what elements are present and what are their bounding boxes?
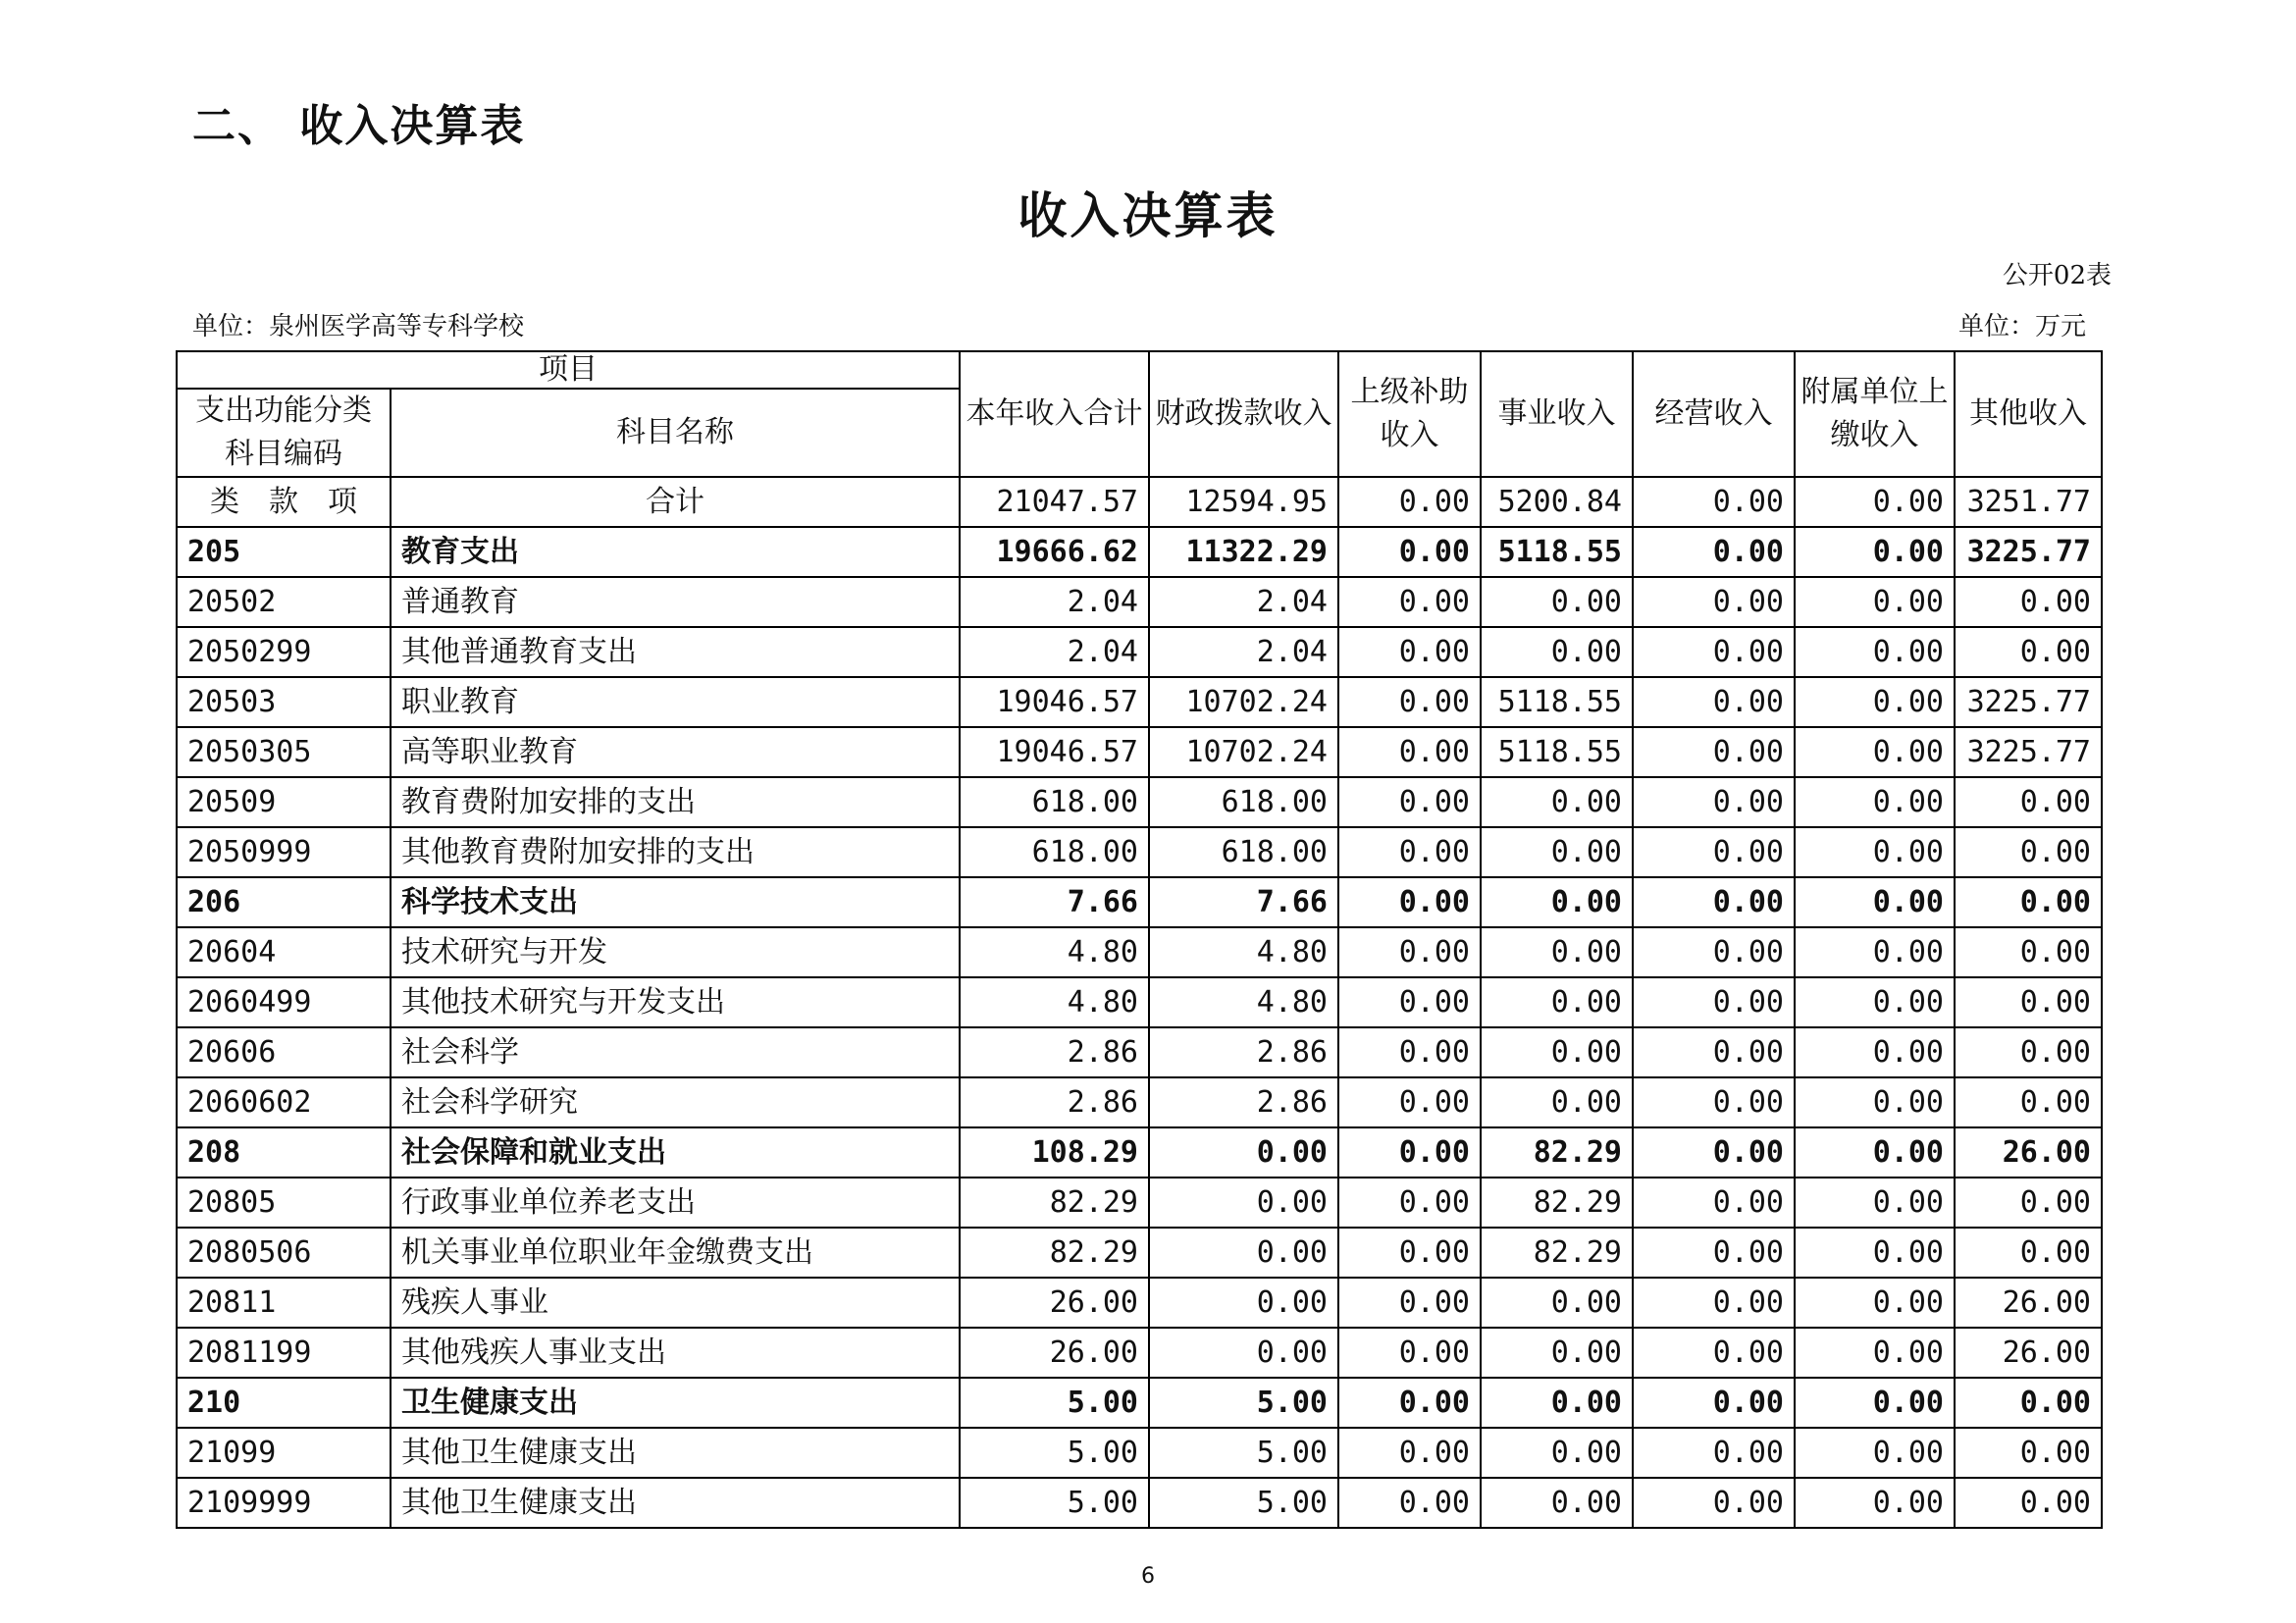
row-value: 2.86 [960,1077,1149,1127]
row-code: 2050305 [177,727,391,777]
table-row [177,1127,2102,1178]
row-value: 0.00 [1338,1027,1481,1077]
row-value: 0.00 [1795,1077,1955,1127]
row-name: 职业教育 [391,677,960,727]
row-value: 26.00 [1955,1127,2102,1178]
row-value: 7.66 [1149,877,1338,927]
row-value: 0.00 [1481,877,1633,927]
row-value: 4.80 [1149,927,1338,977]
total-cell: 0.00 [1338,477,1481,527]
row-name: 社会科学 [391,1027,960,1077]
row-code: 20604 [177,927,391,977]
row-value: 0.00 [1795,1127,1955,1178]
row-value: 618.00 [1149,777,1338,827]
row-value: 0.00 [1338,777,1481,827]
row-value: 11322.29 [1149,527,1338,577]
row-value: 0.00 [1795,1278,1955,1328]
row-value: 26.00 [960,1328,1149,1378]
total-cell: 0.00 [1795,477,1955,527]
row-value: 0.00 [1481,777,1633,827]
row-value: 0.00 [1633,727,1795,777]
row-value: 82.29 [1481,1228,1633,1278]
row-value: 82.29 [960,1178,1149,1228]
table-row [177,1077,2102,1127]
row-code: 21099 [177,1428,391,1478]
row-value: 0.00 [1149,1127,1338,1178]
row-value: 0.00 [1795,577,1955,627]
row-value: 7.66 [960,877,1149,927]
row-value: 0.00 [1338,1278,1481,1328]
row-value: 0.00 [1795,527,1955,577]
row-value: 0.00 [1481,627,1633,677]
row-value: 0.00 [1149,1278,1338,1328]
unit-currency: 单位：万元 [1957,312,2086,341]
row-value: 0.00 [1481,1328,1633,1378]
row-name: 社会科学研究 [391,1077,960,1127]
row-value: 0.00 [1795,677,1955,727]
row-code: 2109999 [177,1478,391,1528]
row-value: 0.00 [1955,1228,2102,1278]
row-value: 0.00 [1338,1228,1481,1278]
table-row [177,1478,2102,1528]
row-value: 5.00 [960,1428,1149,1478]
row-value: 4.80 [960,927,1149,977]
row-code: 206 [177,877,391,927]
row-value: 0.00 [1955,1428,2102,1478]
row-value: 0.00 [1955,777,2102,827]
row-name: 教育费附加安排的支出 [391,777,960,827]
row-value: 0.00 [1633,1428,1795,1478]
row-value: 0.00 [1149,1228,1338,1278]
row-value: 0.00 [1338,1077,1481,1127]
row-value: 10702.24 [1149,677,1338,727]
row-value: 0.00 [1955,1027,2102,1077]
row-value: 0.00 [1633,1178,1795,1228]
row-value: 2.86 [1149,1027,1338,1077]
table-row [177,677,2102,727]
table-row [177,877,2102,927]
row-value: 4.80 [960,977,1149,1027]
row-value: 0.00 [1633,527,1795,577]
header-item: 项目 [177,351,960,389]
header-total-income: 本年收入合计 [960,351,1149,477]
table-row [177,727,2102,777]
row-value: 108.29 [960,1127,1149,1178]
table-row [177,1228,2102,1278]
table-code: 公开02表 [2002,261,2112,290]
row-value: 0.00 [1338,927,1481,977]
row-value: 0.00 [1955,977,2102,1027]
row-value: 0.00 [1955,1077,2102,1127]
row-value: 0.00 [1633,927,1795,977]
row-code: 208 [177,1127,391,1178]
row-value: 2.86 [960,1027,1149,1077]
row-value: 0.00 [1338,977,1481,1027]
table-row [177,627,2102,677]
row-value: 5.00 [1149,1428,1338,1478]
row-value: 0.00 [1633,1278,1795,1328]
row-value: 618.00 [1149,827,1338,877]
row-value: 0.00 [1481,577,1633,627]
header-other: 其他收入 [1955,351,2102,477]
row-value: 5118.55 [1481,677,1633,727]
total-row [177,477,2102,527]
row-value: 82.29 [960,1228,1149,1278]
row-value: 0.00 [1955,577,2102,627]
row-value: 0.00 [1481,977,1633,1027]
row-name: 其他技术研究与开发支出 [391,977,960,1027]
row-value: 0.00 [1338,527,1481,577]
row-value: 3225.77 [1955,527,2102,577]
row-value: 0.00 [1338,827,1481,877]
total-cell: 5200.84 [1481,477,1633,527]
header-superior: 上级补助收入 [1338,351,1481,477]
row-value: 0.00 [1795,1478,1955,1528]
row-value: 0.00 [1955,1178,2102,1228]
row-value: 0.00 [1338,1178,1481,1228]
row-name: 教育支出 [391,527,960,577]
row-value: 82.29 [1481,1127,1633,1178]
row-value: 0.00 [1955,827,2102,877]
row-value: 0.00 [1481,827,1633,877]
row-value: 0.00 [1633,827,1795,877]
table-row [177,577,2102,627]
row-name: 其他卫生健康支出 [391,1428,960,1478]
row-value: 0.00 [1955,1378,2102,1428]
row-value: 3225.77 [1955,677,2102,727]
row-name: 普通教育 [391,577,960,627]
income-table [176,350,2103,1529]
row-value: 0.00 [1633,627,1795,677]
table-row [177,1428,2102,1478]
table-row [177,927,2102,977]
table-row [177,827,2102,877]
row-name: 技术研究与开发 [391,927,960,977]
sum-label: 合计 [391,477,960,527]
row-value: 5118.55 [1481,527,1633,577]
total-cell: 12594.95 [1149,477,1338,527]
row-value: 0.00 [1795,927,1955,977]
row-value: 5.00 [1149,1378,1338,1428]
row-value: 4.80 [1149,977,1338,1027]
row-value: 0.00 [1481,927,1633,977]
kind-label: 类 款 项 [177,477,391,527]
page-number: 6 [1141,1564,1155,1589]
row-value: 2.04 [960,627,1149,677]
row-value: 0.00 [1633,777,1795,827]
row-name: 科学技术支出 [391,877,960,927]
table-row [177,1027,2102,1077]
row-value: 0.00 [1795,977,1955,1027]
header-name: 科目名称 [391,389,960,477]
row-value: 0.00 [1795,1378,1955,1428]
row-code: 2050299 [177,627,391,677]
row-value: 0.00 [1338,627,1481,677]
row-code: 20503 [177,677,391,727]
header-fiscal: 财政拨款收入 [1149,351,1338,477]
row-value: 0.00 [1338,1378,1481,1428]
row-value: 0.00 [1633,1077,1795,1127]
row-value: 0.00 [1481,1428,1633,1478]
header-affiliated: 附属单位上缴收入 [1795,351,1955,477]
row-value: 0.00 [1955,927,2102,977]
row-value: 0.00 [1795,877,1955,927]
table-body [177,477,2102,1528]
row-value: 5118.55 [1481,727,1633,777]
row-value: 0.00 [1481,1378,1633,1428]
row-name: 其他残疾人事业支出 [391,1328,960,1378]
row-value: 0.00 [1795,1428,1955,1478]
row-name: 其他普通教育支出 [391,627,960,677]
row-value: 10702.24 [1149,727,1338,777]
total-cell: 21047.57 [960,477,1149,527]
row-code: 205 [177,527,391,577]
row-value: 19666.62 [960,527,1149,577]
row-name: 残疾人事业 [391,1278,960,1328]
row-value: 0.00 [1795,777,1955,827]
row-value: 0.00 [1633,877,1795,927]
row-value: 5.00 [960,1378,1149,1428]
row-value: 0.00 [1633,577,1795,627]
row-value: 2.04 [960,577,1149,627]
row-value: 618.00 [960,777,1149,827]
row-name: 社会保障和就业支出 [391,1127,960,1178]
row-code: 20509 [177,777,391,827]
table-header [177,351,2102,477]
page-title: 收入决算表 [1018,187,1278,244]
row-value: 618.00 [960,827,1149,877]
row-value: 0.00 [1481,1077,1633,1127]
table-row [177,527,2102,577]
row-value: 0.00 [1633,1027,1795,1077]
table-row [177,1328,2102,1378]
section-title: 二、 收入决算表 [192,101,526,151]
row-name: 机关事业单位职业年金缴费支出 [391,1228,960,1278]
row-value: 19046.57 [960,727,1149,777]
row-value: 0.00 [1955,1478,2102,1528]
row-value: 0.00 [1338,727,1481,777]
unit-organization: 单位：泉州医学高等专科学校 [192,312,525,341]
row-value: 0.00 [1633,677,1795,727]
row-value: 5.00 [960,1478,1149,1528]
row-value: 2.04 [1149,577,1338,627]
table-row [177,1178,2102,1228]
row-name: 其他教育费附加安排的支出 [391,827,960,877]
row-code: 20811 [177,1278,391,1328]
row-code: 2081199 [177,1328,391,1378]
row-code: 20606 [177,1027,391,1077]
row-code: 2060499 [177,977,391,1027]
row-value: 0.00 [1338,877,1481,927]
header-business: 事业收入 [1481,351,1633,477]
row-value: 0.00 [1338,1428,1481,1478]
row-value: 2.86 [1149,1077,1338,1127]
row-value: 0.00 [1633,1228,1795,1278]
row-value: 2.04 [1149,627,1338,677]
row-name: 行政事业单位养老支出 [391,1178,960,1228]
row-value: 0.00 [1795,727,1955,777]
row-value: 26.00 [1955,1278,2102,1328]
row-value: 0.00 [1795,827,1955,877]
row-value: 0.00 [1149,1178,1338,1228]
row-value: 5.00 [1149,1478,1338,1528]
row-value: 0.00 [1795,1027,1955,1077]
row-value: 26.00 [1955,1328,2102,1378]
row-value: 0.00 [1633,1328,1795,1378]
row-value: 0.00 [1338,1478,1481,1528]
row-value: 0.00 [1795,1228,1955,1278]
row-value: 82.29 [1481,1178,1633,1228]
row-value: 26.00 [960,1278,1149,1328]
row-name: 其他卫生健康支出 [391,1478,960,1528]
row-value: 0.00 [1633,977,1795,1027]
total-cell: 3251.77 [1955,477,2102,527]
row-value: 0.00 [1795,1178,1955,1228]
row-value: 0.00 [1338,677,1481,727]
row-code: 2080506 [177,1228,391,1278]
row-value: 0.00 [1795,627,1955,677]
table-row [177,777,2102,827]
row-code: 2050999 [177,827,391,877]
row-code: 20502 [177,577,391,627]
row-value: 0.00 [1633,1478,1795,1528]
total-cell: 0.00 [1633,477,1795,527]
row-value: 0.00 [1481,1278,1633,1328]
row-value: 3225.77 [1955,727,2102,777]
row-code: 2060602 [177,1077,391,1127]
row-value: 0.00 [1795,1328,1955,1378]
table-row [177,1378,2102,1428]
row-value: 0.00 [1955,877,2102,927]
row-value: 0.00 [1633,1127,1795,1178]
row-value: 0.00 [1338,1127,1481,1178]
row-value: 19046.57 [960,677,1149,727]
row-value: 0.00 [1955,627,2102,677]
row-value: 0.00 [1338,577,1481,627]
row-value: 0.00 [1481,1027,1633,1077]
row-value: 0.00 [1481,1478,1633,1528]
table-row [177,977,2102,1027]
row-value: 0.00 [1338,1328,1481,1378]
row-code: 210 [177,1378,391,1428]
header-operating: 经营收入 [1633,351,1795,477]
row-code: 20805 [177,1178,391,1228]
row-value: 0.00 [1149,1328,1338,1378]
row-value: 0.00 [1633,1378,1795,1428]
row-name: 高等职业教育 [391,727,960,777]
table-row [177,1278,2102,1328]
header-code: 支出功能分类科目编码 [177,389,391,477]
row-name: 卫生健康支出 [391,1378,960,1428]
